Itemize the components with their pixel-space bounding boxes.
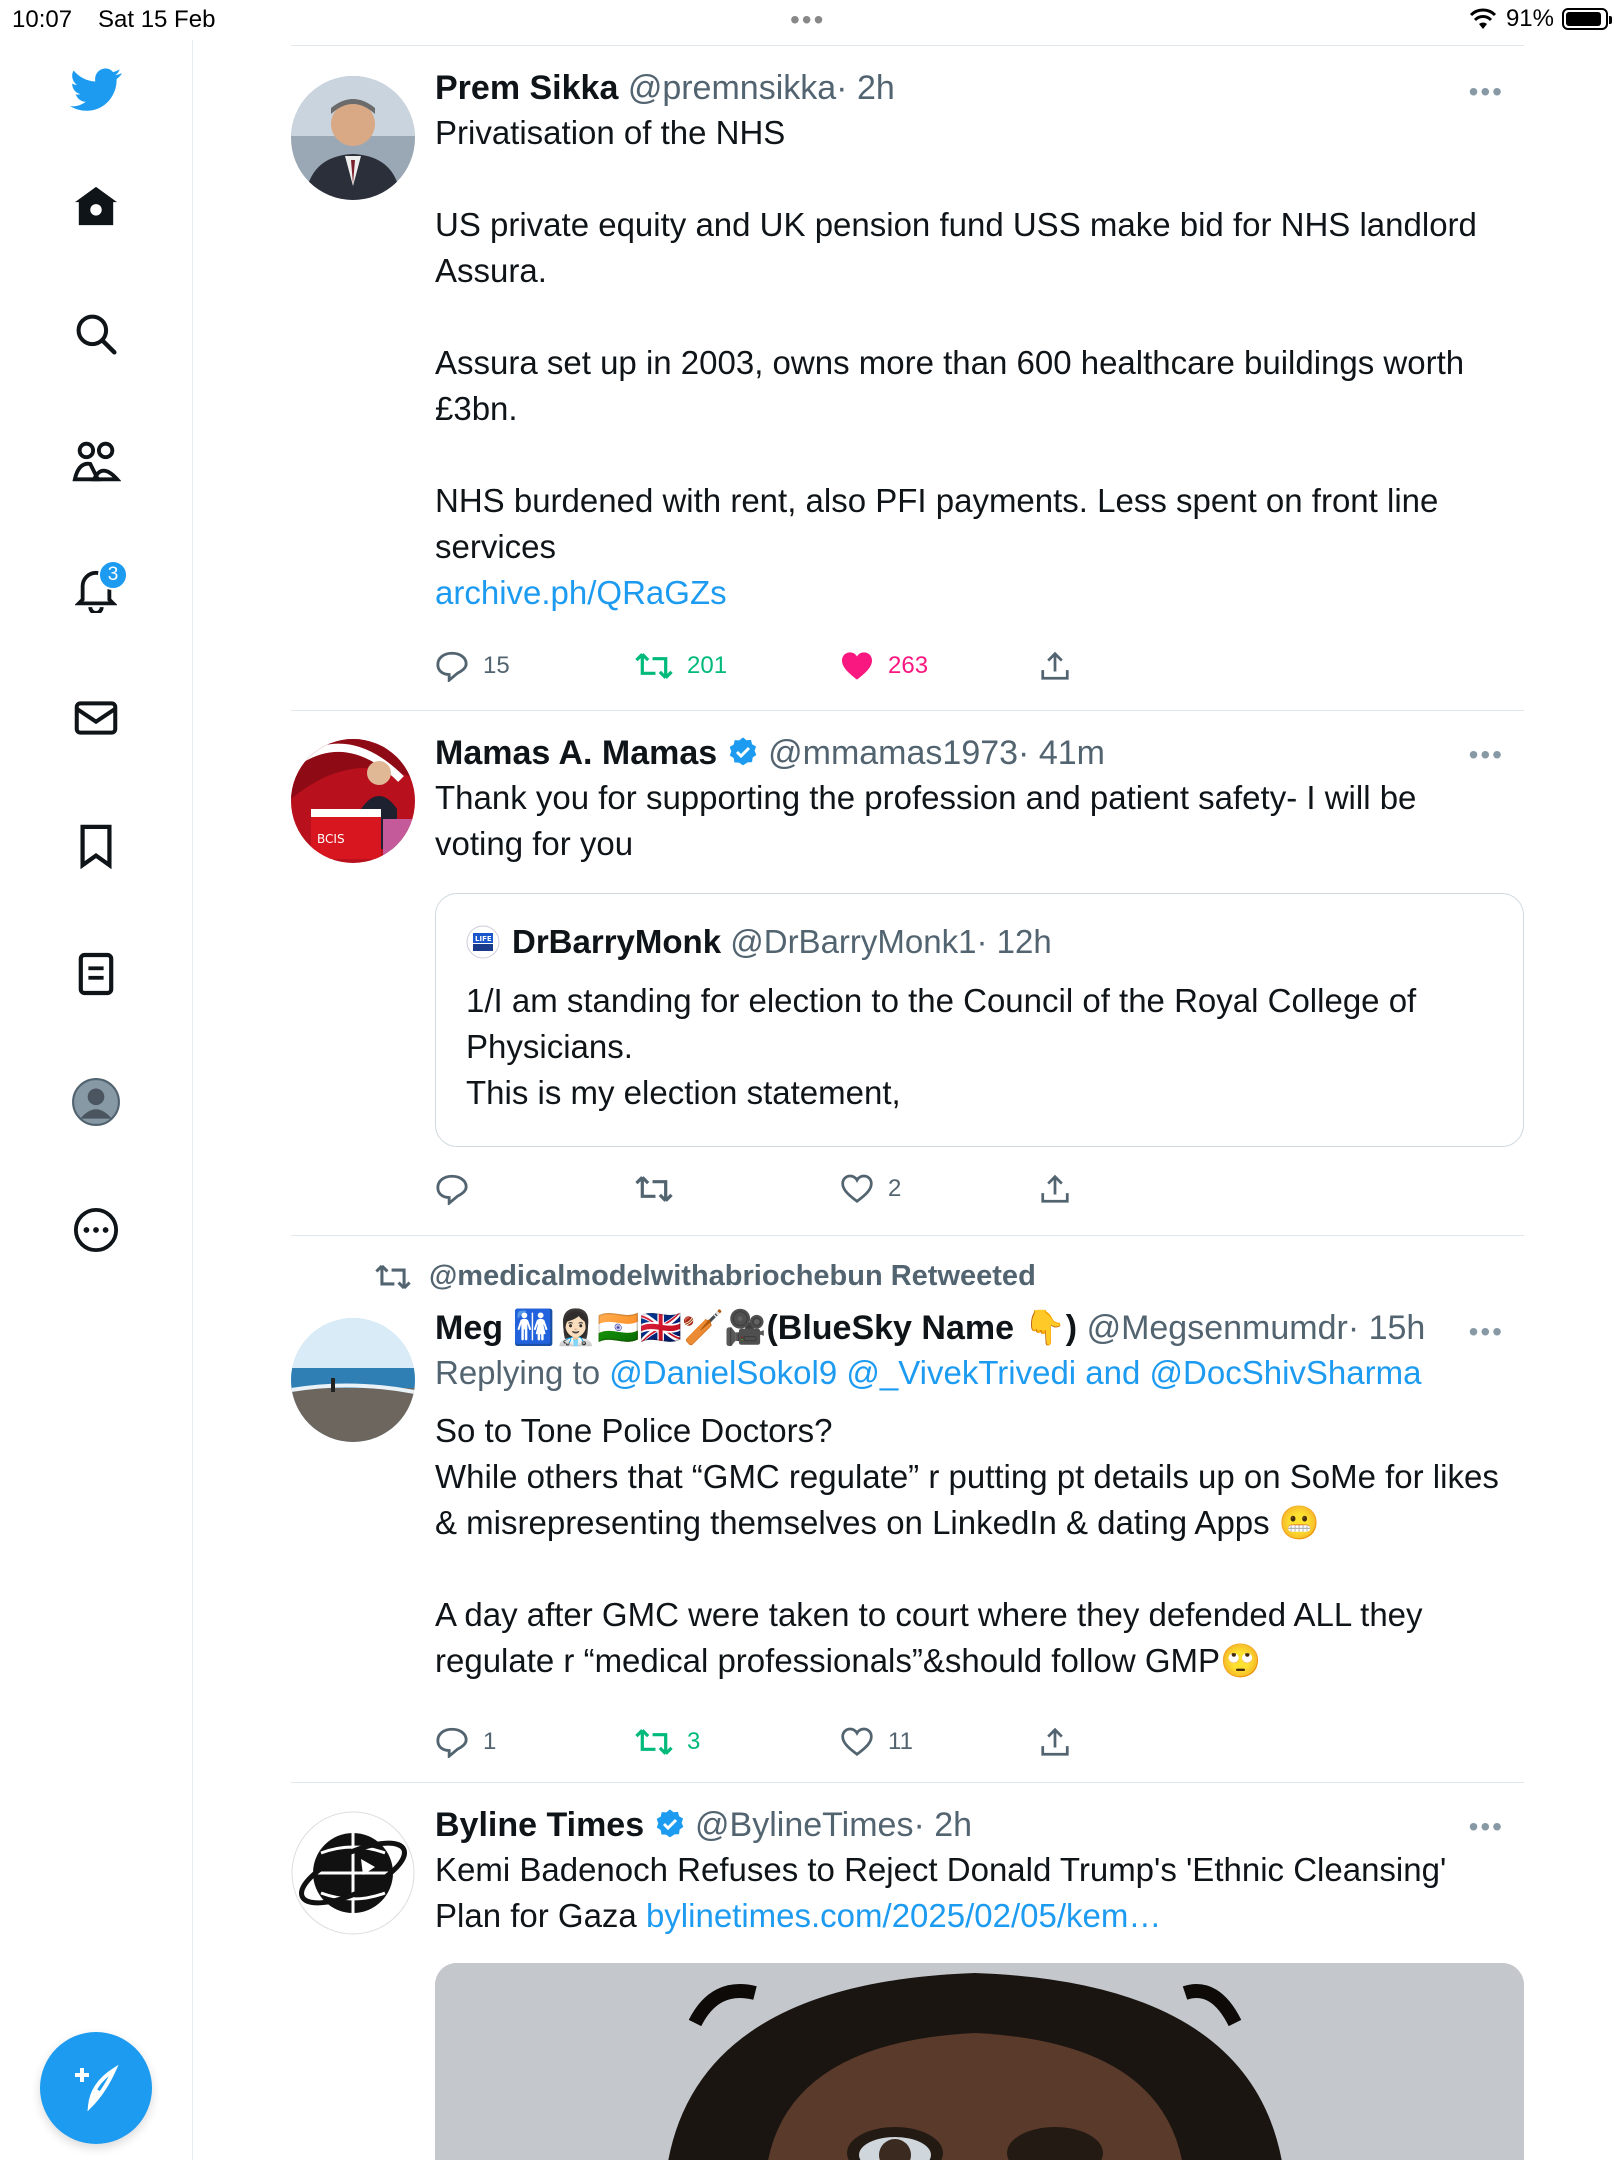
- retweet-button[interactable]: [635, 651, 727, 681]
- tweet[interactable]: [291, 1236, 1524, 1782]
- share-button[interactable]: [1040, 651, 1070, 681]
- more-circle-icon[interactable]: [70, 1204, 122, 1256]
- share-button[interactable]: [1040, 1174, 1070, 1204]
- author-handle[interactable]: @Megsenmumdr: [1086, 1309, 1348, 1347]
- like-button[interactable]: [840, 1727, 913, 1757]
- like-count: 263: [888, 652, 929, 679]
- tweet-text: Kemi Badenoch Refuses to Reject Donald Trump's 'Ethnic Cleansing' Plan for Gaza: [435, 1851, 1456, 1934]
- tweet[interactable]: [291, 1783, 1524, 2160]
- search-icon[interactable]: [70, 308, 122, 360]
- more-options-icon[interactable]: •••: [1468, 1316, 1504, 1347]
- replying-to: [435, 1350, 1524, 1396]
- like-button[interactable]: [840, 1174, 901, 1204]
- reply-icon: [435, 650, 469, 682]
- status-bar: [0, 0, 1620, 40]
- retweet-icon: [635, 1174, 673, 1204]
- status-time: 10:07: [12, 6, 73, 33]
- like-count: 11: [888, 1728, 913, 1755]
- multitasking-dots-icon[interactable]: •••: [790, 4, 826, 35]
- tweet[interactable]: [291, 46, 1524, 710]
- reply-icon: [435, 1726, 469, 1758]
- reply-button[interactable]: [435, 650, 510, 682]
- reply-count: 15: [483, 652, 510, 679]
- replying-prefix: Replying to: [435, 1354, 610, 1391]
- share-icon: [1040, 651, 1070, 681]
- avatar[interactable]: [291, 1318, 415, 1442]
- tweet-time[interactable]: · 2h: [836, 69, 895, 107]
- more-options-icon[interactable]: •••: [1468, 739, 1504, 770]
- author-handle[interactable]: @BylineTimes: [695, 1806, 914, 1844]
- timeline: [291, 45, 1524, 2160]
- like-button[interactable]: [840, 651, 928, 681]
- tweet-time[interactable]: · 15h: [1347, 1309, 1426, 1347]
- retweet-count: 3: [687, 1728, 701, 1755]
- avatar[interactable]: [291, 739, 415, 863]
- reply-button[interactable]: [435, 1173, 469, 1205]
- avatar[interactable]: [291, 1811, 415, 1935]
- retweet-icon: [375, 1263, 411, 1291]
- tweet-time[interactable]: · 2h: [913, 1806, 973, 1844]
- share-icon: [1040, 1174, 1070, 1204]
- reply-button[interactable]: [435, 1726, 496, 1758]
- profile-icon[interactable]: [70, 1076, 122, 1128]
- list-icon[interactable]: [70, 948, 122, 1000]
- retweet-count: 201: [687, 652, 728, 679]
- share-icon: [1040, 1727, 1070, 1757]
- status-date: Sat 15 Feb: [98, 6, 216, 33]
- bell-icon[interactable]: [70, 564, 122, 616]
- notification-badge: 3: [98, 560, 128, 590]
- tweet[interactable]: [291, 711, 1524, 1235]
- svg-text:BCIS: BCIS: [317, 832, 345, 846]
- reply-icon: [435, 1173, 469, 1205]
- more-options-icon[interactable]: •••: [1468, 1811, 1504, 1842]
- compose-icon[interactable]: [40, 2032, 152, 2144]
- tweet-time[interactable]: · 41m: [1018, 734, 1105, 772]
- quoted-avatar[interactable]: [466, 925, 500, 959]
- tweet-link[interactable]: archive.ph/QRaGZs: [435, 574, 727, 611]
- avatar[interactable]: [291, 76, 415, 200]
- mail-icon[interactable]: [70, 692, 122, 744]
- quoted-author-name[interactable]: DrBarryMonk: [512, 923, 722, 960]
- heart-icon: [840, 1727, 874, 1757]
- like-count: 2: [888, 1175, 902, 1202]
- quoted-author-handle[interactable]: @DrBarryMonk1: [730, 923, 977, 960]
- author-name[interactable]: Meg 🚻👩🏻‍⚕️🇮🇳🇬🇧🏏🎥(BlueSky Name 👇): [435, 1309, 1078, 1347]
- author-name[interactable]: Mamas A. Mamas: [435, 734, 718, 772]
- more-options-icon[interactable]: •••: [1468, 76, 1504, 107]
- retweet-icon: [635, 651, 673, 681]
- author-handle[interactable]: @mmamas1973: [768, 734, 1019, 772]
- heart-icon: [840, 1174, 874, 1204]
- quoted-tweet-text: 1/I am standing for election to the Council of the Royal College of Physicians. This is my election statement,: [466, 982, 1417, 1111]
- replying-to-handles[interactable]: @DanielSokol9 @_VivekTrivedi and @DocShivSharma: [609, 1354, 1422, 1391]
- wifi-icon: [1468, 7, 1498, 31]
- verified-badge-icon: [727, 736, 759, 768]
- tweet-text: Privatisation of the NHS US private equity and UK pension fund USS make bid for NHS landlord Assura. Assura set up in 2003, owns more than 600 healthcare buildings worth £3bn. NHS burdened with rent, also PFI payments. Less spent on front line services: [435, 114, 1477, 565]
- retweet-button[interactable]: [635, 1174, 673, 1204]
- author-handle[interactable]: @premnsikka: [627, 69, 837, 107]
- author-name[interactable]: Prem Sikka: [435, 69, 619, 107]
- svg-text:LIFE: LIFE: [475, 935, 492, 943]
- share-button[interactable]: [1040, 1727, 1070, 1757]
- tweet-image[interactable]: [435, 1963, 1524, 2160]
- battery-percent: 91%: [1505, 5, 1554, 32]
- retweeted-by-label: @medicalmodelwithabriochebun Retweeted: [429, 1260, 1036, 1292]
- retweeted-by[interactable]: [375, 1260, 1036, 1293]
- twitter-bird-icon[interactable]: [70, 64, 122, 116]
- verified-badge-icon: [654, 1808, 686, 1840]
- people-icon[interactable]: [70, 436, 122, 488]
- author-name[interactable]: Byline Times: [435, 1806, 645, 1844]
- sidebar: [0, 40, 193, 2160]
- reply-count: 1: [483, 1728, 497, 1755]
- quoted-tweet-time: · 12h: [976, 923, 1052, 960]
- quoted-tweet[interactable]: [435, 893, 1524, 1147]
- home-icon[interactable]: [70, 180, 122, 232]
- retweet-button[interactable]: [635, 1727, 700, 1757]
- tweet-text: So to Tone Police Doctors? While others that “GMC regulate” r putting pt details up on SoMe for likes & misrepresenting themselves on LinkedIn & dating Apps 😬 A day after GMC were taken to court where they defended ALL they regulate r “medical professionals”&should follow GMP🙄: [435, 1412, 1499, 1679]
- heart-filled-icon: [840, 651, 874, 681]
- tweet-text: Thank you for supporting the profession and patient safety- I will be voting for you: [435, 779, 1426, 862]
- bookmark-icon[interactable]: [70, 820, 122, 872]
- retweet-icon: [635, 1727, 673, 1757]
- battery-icon: [1562, 8, 1608, 30]
- tweet-link[interactable]: bylinetimes.com/2025/02/05/kem…: [645, 1897, 1162, 1934]
